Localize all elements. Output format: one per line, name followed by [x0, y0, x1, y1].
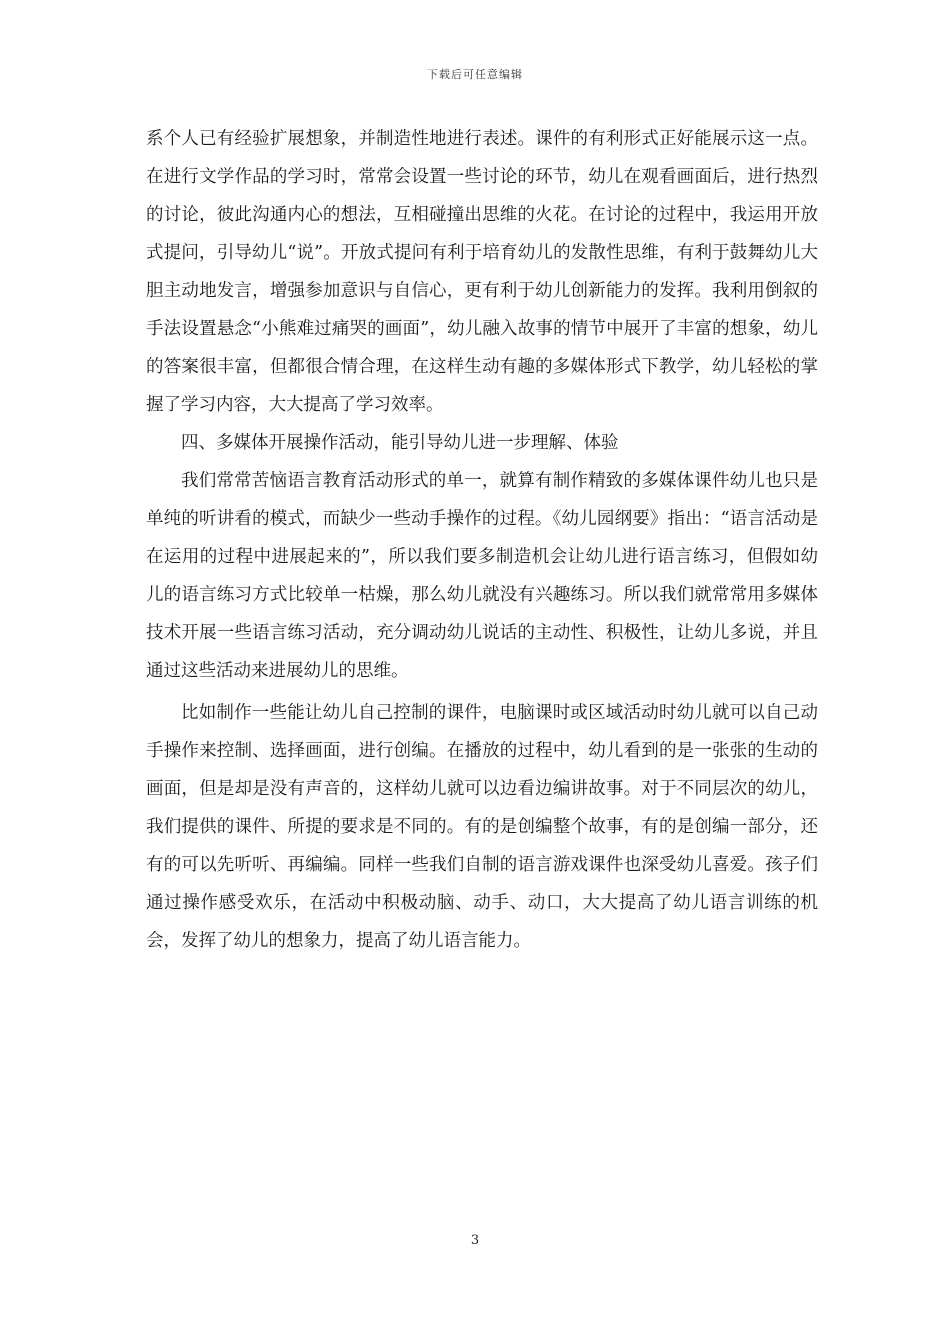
- paragraph-continuation: 系个人已有经验扩展想象，并制造性地进行表述。课件的有利形式正好能展示这一点。在进行文学作品的学习时，常常会设置一些讨论的环节，幼儿在观看画面后，进行热烈的讨论，彼此沟通内心的想法，互相碰撞出思维的火花。在讨论的过程中，我运用开放式提问，引导幼儿“说”。开放式提问有利于培育幼儿的发散性思维，有利于鼓舞幼儿大胆主动地发言，增强参加意识与自信心，更有利于幼儿创新能力的发挥。我利用倒叙的手法设置悬念“小熊难过痛哭的画面”，幼儿融入故事的情节中展开了丰富的想象，幼儿的答案很丰富，但都很合情合理，在这样生动有趣的多媒体形式下教学，幼儿轻松的掌握了学习内容，大大提高了学习效率。: [146, 129, 818, 415]
- page-number: 3: [470, 1233, 480, 1248]
- document-body: [146, 120, 818, 960]
- section-heading: 四、多媒体开展操作活动，能引导幼儿进一步理解、体验: [181, 433, 619, 453]
- paragraph: 我们常常苦恼语言教育活动形式的单一，就算有制作精致的多媒体课件幼儿也只是单纯的听讲看的模式，而缺少一些动手操作的过程。《幼儿园纲要》指出：“语言活动是在运用的过程中进展起来的”，所以我们要多制造机会让幼儿进行语言练习，但假如幼儿的语言练习方式比较单一枯燥，那么幼儿就没有兴趣练习。所以我们就常常用多媒体技术开展一些语言练习活动，充分调动幼儿说话的主动性、积极性，让幼儿多说，并且通过这些活动来进展幼儿的思维。: [146, 471, 818, 681]
- paragraph: 比如制作一些能让幼儿自己控制的课件，电脑课时或区域活动时幼儿就可以自己动手操作来控制、选择画面，进行创编。在播放的过程中，幼儿看到的是一张张的生动的画面，但是却是没有声音的，这样幼儿就可以边看边编讲故事。对于不同层次的幼儿，我们提供的课件、所提的要求是不同的。有的是创编整个故事，有的是创编一部分，还有的可以先听听、再编编。同样一些我们自制的语言游戏课件也深受幼儿喜爱。孩子们通过操作感受欢乐，在活动中积极动脑、动手、动口，大大提高了幼儿语言训练的机会，发挥了幼儿的想象力，提高了幼儿语言能力。: [146, 703, 818, 951]
- header-note: 下载后可任意编辑: [427, 68, 523, 81]
